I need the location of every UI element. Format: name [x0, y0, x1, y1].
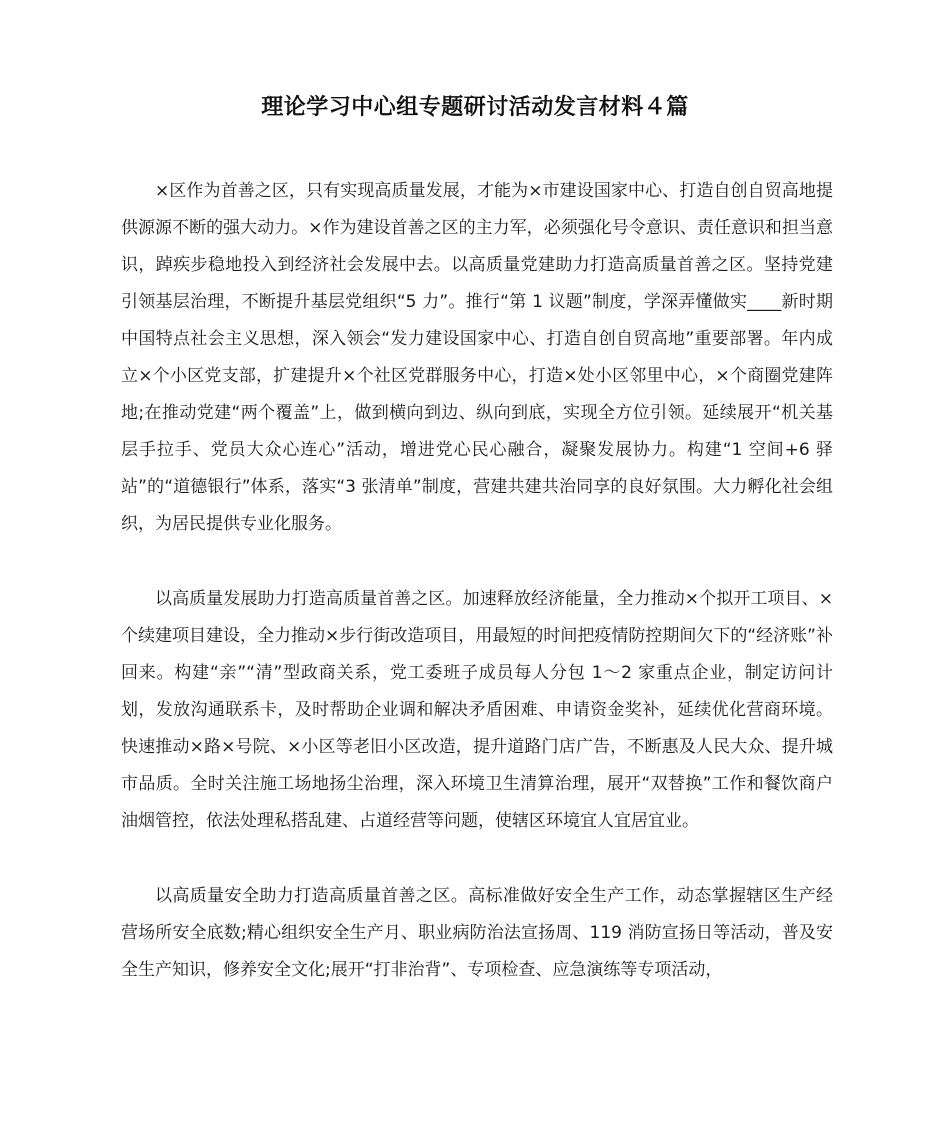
paragraph-economic-development: 以高质量发展助力打造高质量首善之区。加速释放经济能量，全力推动×个拟开工项目、×个续建项目建设，全力推动×步行街改造项目，用最短的时间把疫情防控期间欠下的“经济账”补回来。构建“亲”“清”型政商关系，党工委班子成员每人分包 1～2 家重点企业，制定访问计划，发放沟通联系卡，及时帮助企业调和解决矛盾困难、申请资金奖补，延续优化营商环境。快速推动×路×号院、×小区等老旧小区改造，提升道路门店广告，不断惠及人民大众、提升城市品质。全时关注施工场地扬尘治理，深入环境卫生清算治理，展开“双替换”工作和餐饮商户油烟管控，依法处理私搭乱建、占道经营等问题，使辖区环境宜人宜居宜业。: [121, 589, 833, 831]
document-title: 理论学习中心组专题研讨活动发言材料４篇: [261, 95, 689, 120]
paragraph-party-building: ×区作为首善之区，只有实现高质量发展，才能为×市建设国家中心、打造自创自贸高地提供源源不断的强大动力。×作为建设首善之区的主力军，必须强化号令意识、责任意识和担当意识，踔疾步稳地投入到经济社会发展中去。以高质量党建助力打造高质量首善之区。坚持党建引领基层治理，不断提升基层党组织“5 力”。推行“第 1 议题”制度，学深弄懂做实____新时期中国特点社会主义思想，深入领会“发力建设国家中心、打造自创自贸高地”重要部署。年内成立×个小区党支部，扩建提升×个社区党群服务中心，打造×处小区邻里中心，×个商圈党建阵地;在推动党建“两个覆盖”上，做到横向到边、纵向到底，实现全方位引领。延续展开“机关基层手拉手、党员大众心连心”活动，增进党心民心融合，凝聚发展协力。构建“1 空间+6 驿站”的“道德银行”体系，落实“3 张清单”制度，营建共建共治同享的良好氛围。大力孵化社会组织，为居民提供专业化服务。: [121, 181, 833, 534]
paragraph-safety: 以高质量安全助力打造高质量首善之区。高标准做好安全生产工作，动态掌握辖区生产经营场所安全底数;精心组织安全生产月、职业病防治法宣扬周、119 消防宣扬日等活动，普及安全生产知识，修养安全文化;展开“打非治背”、专项检查、应急演练等专项活动，: [121, 886, 833, 980]
document-body: [121, 173, 833, 1027]
